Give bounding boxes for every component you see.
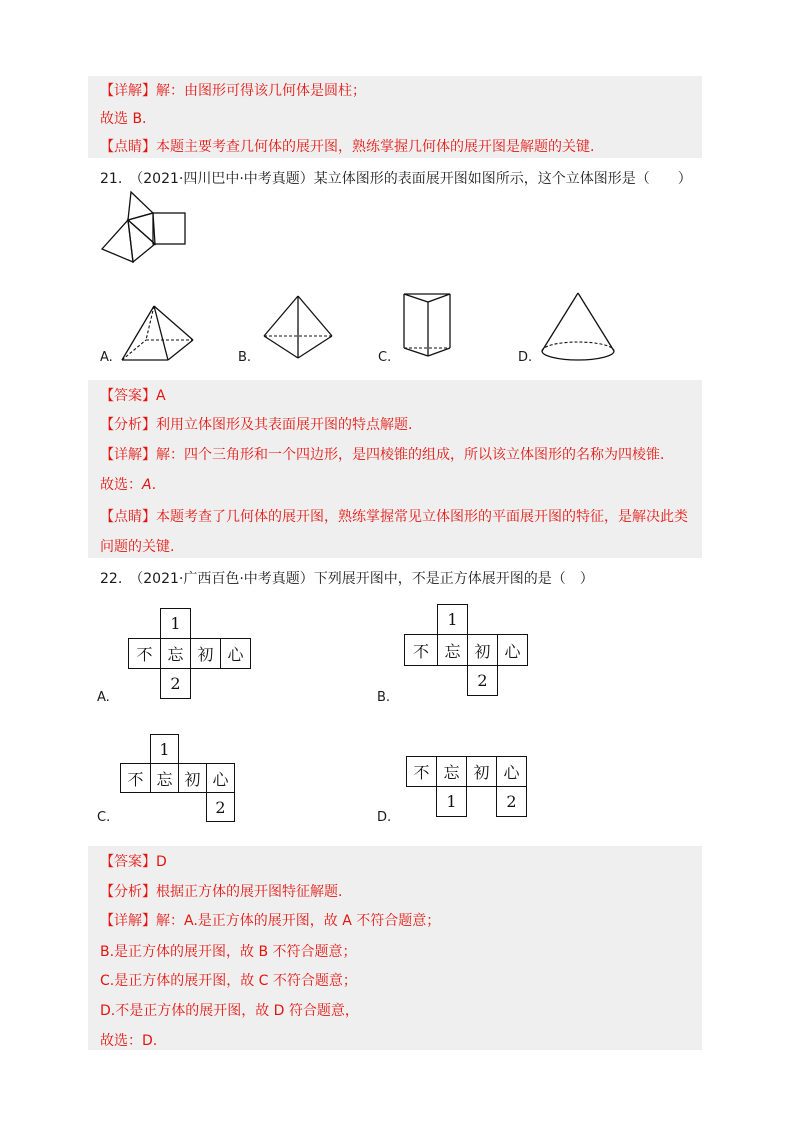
detail-tag: 【详解】 bbox=[100, 913, 156, 929]
q22-label-d: D. bbox=[377, 810, 392, 825]
q22-detail-line bbox=[100, 910, 440, 930]
net-cell: 2 bbox=[206, 792, 235, 822]
point-tag: 【点睛】 bbox=[100, 139, 156, 155]
net-cell: 不 bbox=[128, 638, 161, 669]
q22-detail-c: C.是正方体的展开图，故 C 不符合题意； bbox=[100, 973, 357, 989]
q22-detail-d: D.不是正方体的展开图，故 D 符合题意， bbox=[100, 1003, 359, 1019]
q21-stem: 21. （2021·四川巴中·中考真题）某立体图形的表面展开图如图所示，这个立体图形是（ ） bbox=[100, 171, 692, 187]
q22-choice: 故选：D. bbox=[100, 1033, 158, 1049]
q21-option-b-label: B. bbox=[238, 350, 252, 365]
detail-tag: 【详解】 bbox=[100, 447, 156, 463]
detail-text: 解：A.是正方体的展开图，故 A 不符合题意； bbox=[156, 913, 441, 929]
choice-prefix: 故选： bbox=[100, 477, 142, 493]
prev-solution-block bbox=[88, 76, 702, 158]
q22-solution-block bbox=[88, 846, 702, 1050]
net-cell: 心 bbox=[496, 756, 527, 787]
q21-option-d-label: D. bbox=[518, 350, 533, 365]
q21-option-b-tetrahedron bbox=[260, 292, 336, 362]
q22-label-a: A. bbox=[97, 690, 110, 705]
net-cell: 1 bbox=[160, 608, 191, 639]
q22-stem: 22. （2021·广西百色·中考真题）下列展开图中，不是正方体展开图的是（ ） bbox=[100, 571, 594, 587]
prev-point-line bbox=[100, 136, 594, 156]
net-cell: 1 bbox=[437, 604, 468, 635]
net-cell: 不 bbox=[404, 634, 438, 666]
prev-detail-line bbox=[100, 80, 366, 100]
net-cell: 2 bbox=[467, 665, 498, 696]
q21-net-figure bbox=[98, 190, 193, 265]
q21-option-a-label: A. bbox=[100, 350, 113, 365]
answer-tag: 【答案】 bbox=[100, 388, 156, 404]
q22-answer-line bbox=[100, 851, 167, 871]
q21-choice-line bbox=[100, 474, 156, 494]
detail-text: 解：四个三角形和一个四边形，是四棱锥的组成，所以该立体图形的名称为四棱锥. bbox=[156, 447, 665, 463]
net-cell: 初 bbox=[190, 638, 221, 669]
net-cell: 初 bbox=[466, 756, 497, 787]
choice-suffix: . bbox=[151, 477, 157, 493]
q21-option-d-cone bbox=[538, 290, 618, 364]
q22-detail-b: B.是正方体的展开图，故 B 不符合题意； bbox=[100, 944, 357, 960]
net-cell: 忘 bbox=[160, 638, 191, 669]
net-cell: 忘 bbox=[150, 763, 179, 793]
answer-value: A bbox=[156, 388, 166, 404]
point-tag: 【点睛】 bbox=[100, 509, 156, 525]
net-cell: 不 bbox=[406, 756, 437, 787]
detail-tag: 【详解】 bbox=[100, 83, 156, 99]
answer-value: D bbox=[156, 854, 167, 870]
net-cell: 心 bbox=[220, 638, 251, 669]
q21-option-c-label: C. bbox=[378, 350, 392, 365]
net-cell: 2 bbox=[160, 668, 191, 699]
net-cell: 心 bbox=[206, 763, 235, 793]
q21-analysis-line bbox=[100, 414, 412, 434]
net-cell: 不 bbox=[120, 763, 151, 793]
q21-answer-line bbox=[100, 385, 166, 405]
detail-text: 解：由图形可得该几何体是圆柱； bbox=[156, 83, 366, 99]
point-text: 本题考查了几何体的展开图，熟练掌握常见立体图形的平面展开图的特征，是解决此类 bbox=[156, 509, 688, 525]
answer-tag: 【答案】 bbox=[100, 854, 156, 870]
q21-option-a-pyramid bbox=[118, 302, 198, 364]
q22-analysis-line bbox=[100, 881, 342, 901]
q22-label-c: C. bbox=[97, 810, 111, 825]
net-cell: 1 bbox=[436, 786, 467, 817]
analysis-text: 利用立体图形及其表面展开图的特点解题. bbox=[156, 417, 413, 433]
net-cell: 初 bbox=[467, 634, 498, 666]
net-cell: 忘 bbox=[437, 634, 468, 666]
analysis-text: 根据正方体的展开图特征解题. bbox=[156, 884, 343, 900]
net-cell: 2 bbox=[496, 786, 527, 817]
analysis-tag: 【分析】 bbox=[100, 884, 156, 900]
net-cell: 心 bbox=[497, 634, 528, 666]
q21-detail-line bbox=[100, 444, 664, 464]
analysis-tag: 【分析】 bbox=[100, 417, 156, 433]
net-cell: 忘 bbox=[436, 756, 467, 787]
q21-solution-block bbox=[88, 380, 702, 558]
net-cell: 1 bbox=[150, 734, 179, 764]
net-cell: 初 bbox=[178, 763, 207, 793]
q21-point-line-2: 问题的关键. bbox=[100, 539, 175, 555]
q22-label-b: B. bbox=[377, 690, 391, 705]
q21-point-line bbox=[100, 506, 688, 526]
choice-letter: A bbox=[142, 477, 152, 493]
point-text: 本题主要考查几何体的展开图，熟练掌握几何体的展开图是解题的关键. bbox=[156, 139, 595, 155]
prev-choice: 故选 B. bbox=[100, 111, 147, 127]
q21-option-c-prism bbox=[400, 290, 456, 362]
